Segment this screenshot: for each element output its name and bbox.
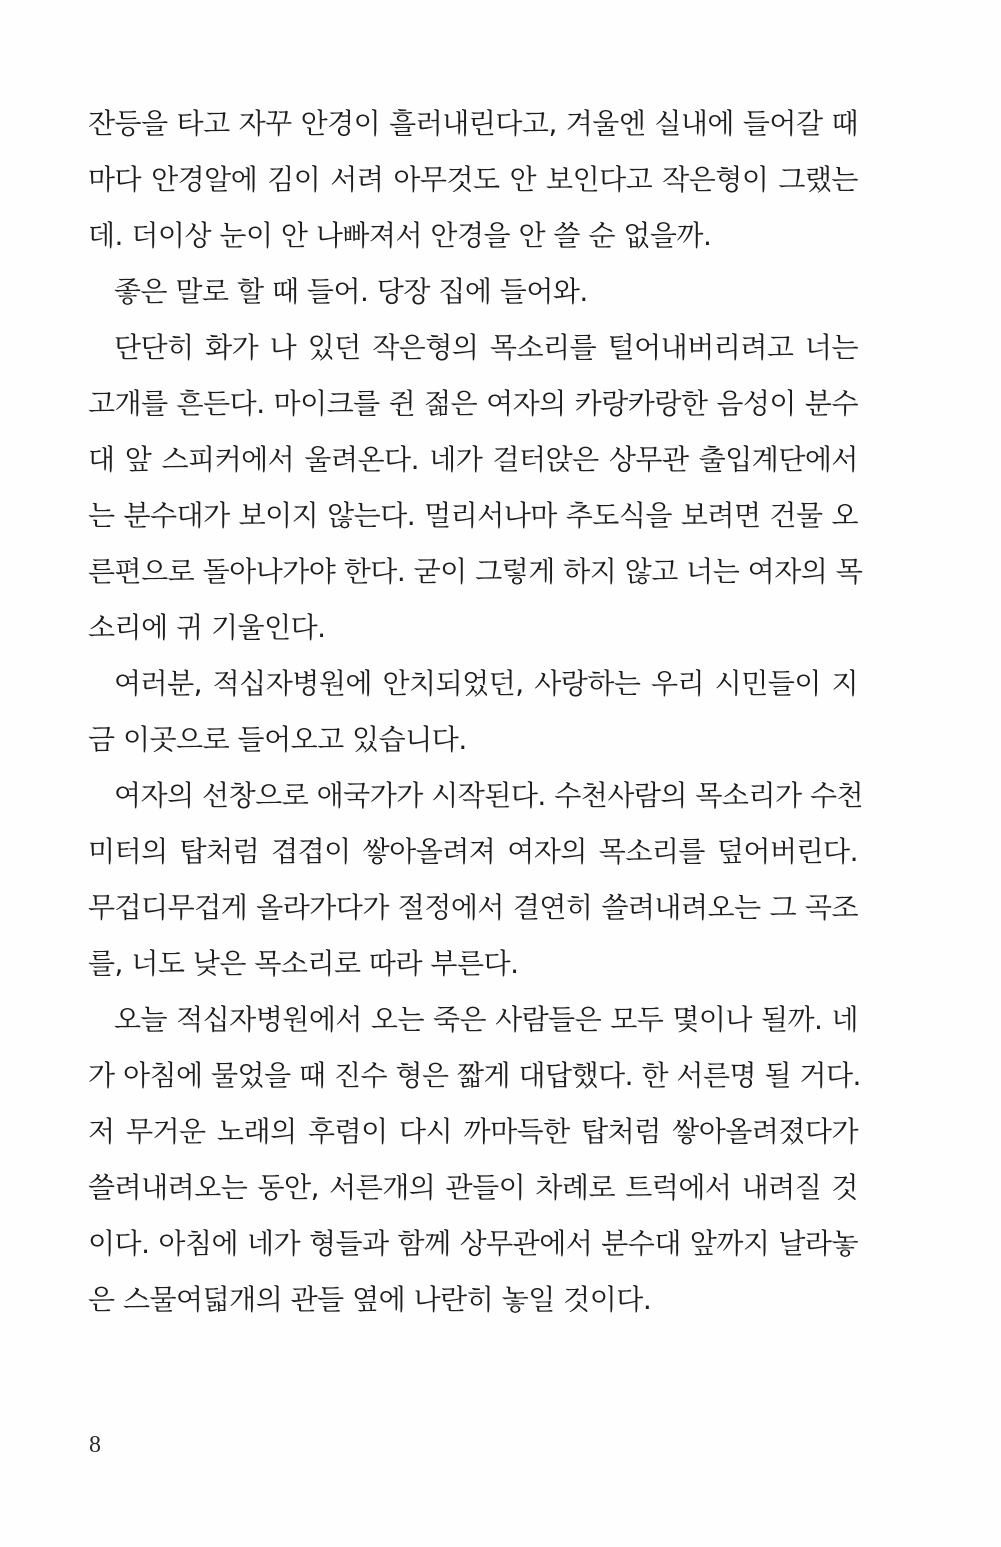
- text-line: 오늘 적십자병원에서 오는 죽은 사람들은 모두 몇이나 될까. 네: [114, 1003, 858, 1036]
- text-line: 가 아침에 물었을 때 진수 형은 짧게 대답했다. 한 서른명 될 거다.: [88, 1059, 861, 1092]
- text-line: 여러분, 적십자병원에 안치되었던, 사랑하는 우리 시민들이 지: [114, 667, 858, 700]
- text-line: 데. 더이상 눈이 안 나빠져서 안경을 안 쓸 순 없을까.: [88, 219, 712, 252]
- text-line: 를, 너도 낮은 목소리로 따라 부른다.: [88, 947, 519, 980]
- text-line: 대 앞 스피커에서 울려온다. 네가 걸터앉은 상무관 출입계단에서: [88, 443, 858, 476]
- text-line: 미터의 탑처럼 겹겹이 쌓아올려져 여자의 목소리를 덮어버린다.: [88, 835, 858, 868]
- text-line: 잔등을 타고 자꾸 안경이 흘러내린다고, 겨울엔 실내에 들어갈 때: [88, 107, 858, 140]
- text-line: 여자의 선창으로 애국가가 시작된다. 수천사람의 목소리가 수천: [114, 779, 864, 812]
- text-line: 고개를 흔든다. 마이크를 쥔 젊은 여자의 카랑카랑한 음성이 분수: [88, 387, 858, 420]
- text-line: 단단히 화가 나 있던 작은형의 목소리를 털어내버리려고 너는: [114, 331, 858, 364]
- text-line: 무겁디무겁게 올라가다가 절정에서 결연히 쓸려내려오는 그 곡조: [88, 891, 858, 924]
- text-line: 소리에 귀 기울인다.: [88, 611, 326, 644]
- text-line: 저 무거운 노래의 후렴이 다시 까마득한 탑처럼 쌓아올려졌다가: [88, 1115, 858, 1148]
- text-line: 마다 안경알에 김이 서려 아무것도 안 보인다고 작은형이 그랬는: [88, 163, 858, 196]
- text-line: 는 분수대가 보이지 않는다. 멀리서나마 추도식을 보려면 건물 오: [88, 499, 858, 532]
- body-text: [88, 96, 864, 1328]
- text-line: 좋은 말로 할 때 들어. 당장 집에 들어와.: [114, 275, 588, 308]
- text-line: 이다. 아침에 네가 형들과 함께 상무관에서 분수대 앞까지 날라놓: [88, 1227, 858, 1260]
- text-line: 은 스물여덟개의 관들 옆에 나란히 놓일 것이다.: [88, 1283, 652, 1316]
- text-line: 금 이곳으로 들어오고 있습니다.: [88, 723, 467, 756]
- text-line: 쓸려내려오는 동안, 서른개의 관들이 차례로 트럭에서 내려질 것: [88, 1171, 858, 1204]
- text-line: 른편으로 돌아나가야 한다. 굳이 그렇게 하지 않고 너는 여자의 목: [88, 555, 863, 588]
- page-number: 8: [89, 1432, 101, 1458]
